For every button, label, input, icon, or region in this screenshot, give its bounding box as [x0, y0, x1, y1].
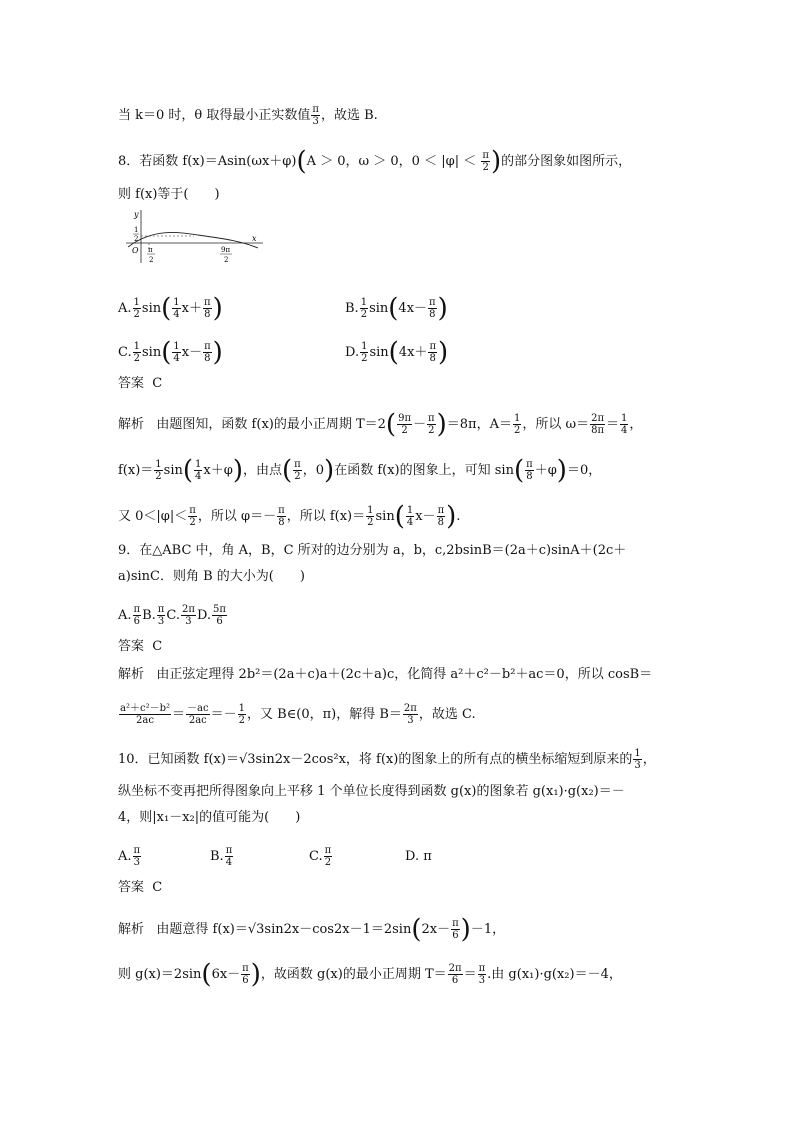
- q9-answer: 答案 C: [118, 639, 163, 654]
- q9-option-b[interactable]: B. $\frac{\pi}{3}$: [142, 604, 165, 627]
- q8-option-b[interactable]: B. $\frac{1}{2}$ sin(4x－ $\frac{\pi}{8}$ ): [345, 293, 448, 324]
- question-8-graph: [118, 208, 268, 270]
- q10-answer: 答案 C: [118, 880, 163, 895]
- question-9-line1: 9．在△ABC 中，角 A，B，C 所对的边分别为 a，b，c,2bsinB＝(2a＋c)sinA＋(2c＋: [118, 543, 627, 558]
- graph-tick2-den: 2: [224, 256, 229, 264]
- q10-option-c[interactable]: C. $\frac{\pi}{2}$: [309, 845, 332, 868]
- q8-option-d[interactable]: D. $\frac{1}{2}$ sin(4x＋ $\frac{\pi}{8}$ ): [345, 337, 449, 368]
- q10-option-d[interactable]: D. π: [405, 849, 432, 864]
- graph-tick2-num: 9π: [221, 246, 231, 254]
- q8-option-c[interactable]: C. $\frac{1}{2}$ sin( $\frac{1}{4}$ x－ $\frac{\pi}{8}$ ): [118, 337, 223, 368]
- graph-x-label: x: [252, 234, 257, 243]
- question-9-line2: a)sinC．则角 B 的大小为( ): [118, 569, 305, 584]
- q9-option-c[interactable]: C. $\frac{2\pi}{3}$: [166, 604, 195, 627]
- q8-solution-line3: 又 0＜|φ|＜ $\frac{\pi}{2}$ ，所以 φ＝－ $\frac{\pi}{8}$ ，所以 f(x)＝ $\frac{1}{2}$ sin( $\frac{1}{4}$ x－ $\frac{\pi}{8}$ ).: [118, 501, 461, 532]
- question-8-line2: 则 f(x)等于( ): [118, 187, 220, 202]
- question-10-line3: 4，则|x₁－x₂|的值可能为( ): [118, 810, 301, 825]
- q8-solution-line2: f(x)＝ $\frac{1}{2}$ sin( $\frac{1}{4}$ x＋φ)，由点( $\frac{\pi}{2}$ ，0)在函数 f(x)的图象上，可知 sin( $\frac{\pi}{8}$ ＋φ)＝0，: [118, 455, 602, 486]
- graph-tick1-den: 2: [149, 256, 154, 264]
- graph-tick1-num: π: [148, 246, 153, 254]
- q9-solution-line1: 解析 由正弦定理得 2b²＝(2a＋c)a＋(2c＋a)c，化简得 a²＋c²－b²＋ac＝0，所以 cosB＝: [118, 667, 653, 682]
- q8-option-a[interactable]: A. $\frac{1}{2}$ sin( $\frac{1}{4}$ x＋ $\frac{\pi}{8}$ ): [118, 293, 223, 324]
- graph-half-num: 1: [134, 226, 139, 234]
- q10-option-a[interactable]: A. $\frac{\pi}{3}$: [118, 845, 141, 868]
- q10-solution-line1: 解析 由题意得 f(x)＝√3sin2x－cos2x－1＝2sin(2x－ $\frac{\pi}{6}$ )－1，: [118, 914, 506, 945]
- q8-solution-line1: 解析 由题图知，函数 f(x)的最小正周期 T＝2( $\frac{9\pi}{2}$ － $\frac{\pi}{2}$ )＝8π，A＝ $\frac{1}{2}$ ，所以 ω＝ $\frac{2\pi}{8\pi}$ ＝ $\frac{1}{4}$ ，: [118, 409, 643, 440]
- q9-option-a[interactable]: A. $\frac{\pi}{6}$: [118, 604, 141, 627]
- graph-half-den: 2: [134, 235, 139, 243]
- question-8-stem: 8．若函数 f(x)＝Asin(ωx＋φ)(A ＞ 0，ω ＞ 0，0 ＜ |φ| ＜ $\frac{\pi}{2}$ )的部分图象如图所示，: [118, 146, 632, 177]
- q9-solution-line2: $\frac{\text{a²＋c²－b²}}{2ac}$ ＝ $\frac{-ac}{2ac}$ ＝－ $\frac{1}{2}$ ，又 B∈(0，π)，解得 B＝ $\frac{2\pi}{3}$ ，故选 C.: [120, 703, 476, 726]
- graph-y-label: y: [134, 210, 139, 219]
- q9-option-d[interactable]: D. $\frac{5\pi}{6}$: [196, 604, 226, 627]
- prev-solution-tail: 当 k＝0 时，θ 取得最小正实数值 $\frac{\pi}{3}$ ，故选 B.: [118, 104, 378, 127]
- question-10-line1: 10．已知函数 f(x)＝√3sin2x－2cos²x，将 f(x)的图象上的所有点的横坐标缩短到原来的 $\frac{1}{3}$ ，: [118, 748, 656, 771]
- q10-solution-line2: 则 g(x)＝2sin(6x－ $\frac{\pi}{6}$ )，故函数 g(x)的最小正周期 T＝ $\frac{2\pi}{6}$ ＝ $\frac{\pi}{3}$ .由 g(x₁)·g(x₂)＝－4，: [118, 959, 622, 990]
- q9-options: [118, 604, 228, 627]
- graph-origin-label: O: [132, 246, 139, 255]
- q8-answer: 答案 C: [118, 376, 163, 391]
- q10-option-b[interactable]: B. $\frac{\pi}{4}$: [210, 845, 233, 868]
- question-10-line2: 纵坐标不变再把所得图象向上平移 1 个单位长度得到函数 g(x)的图象若 g(x₁)·g(x₂)＝－: [118, 784, 625, 799]
